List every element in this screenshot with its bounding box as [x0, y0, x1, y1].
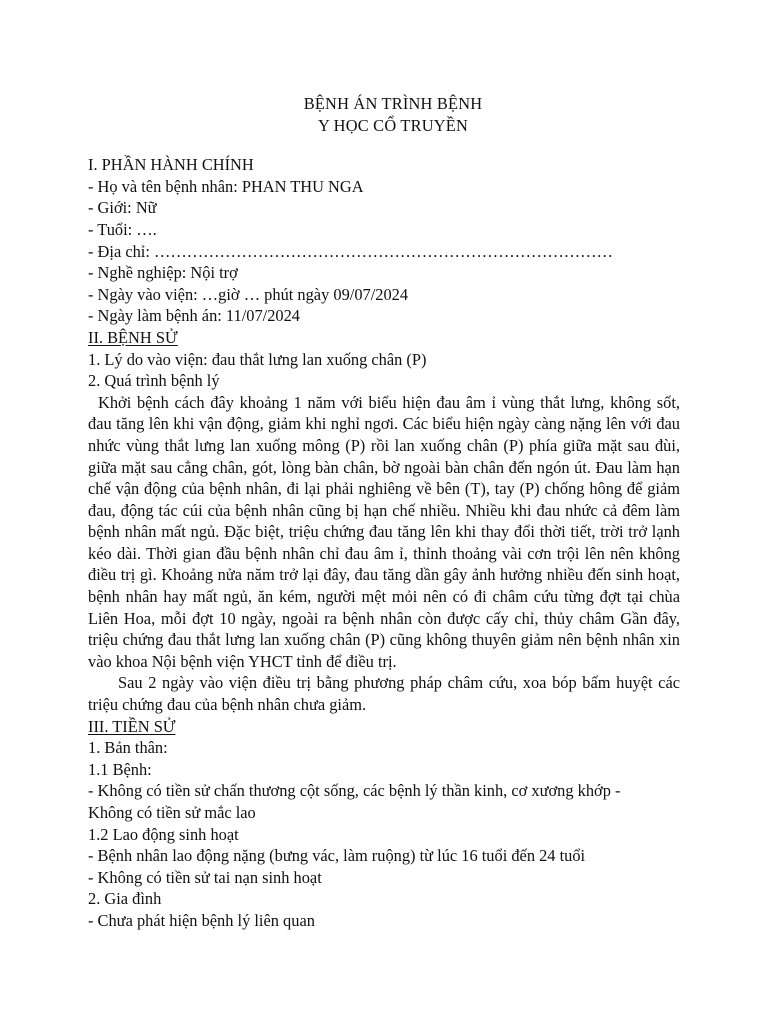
- family-history-line-1: - Chưa phát hiện bệnh lý liên quan: [88, 910, 315, 930]
- record-date: - Ngày làm bệnh án: 11/07/2024: [88, 306, 300, 326]
- patient-age: - Tuổi: ….: [88, 219, 157, 239]
- disease-history-line-1: - Không có tiền sử chấn thương cột sống, các bệnh lý thần kinh, cơ xương khớp -: [88, 781, 621, 801]
- patient-gender: - Giới: Nữ: [88, 198, 157, 218]
- disease-history-line-2: Không có tiền sử mắc lao: [88, 803, 256, 822]
- section-heading-medical-history: II. BỆNH SỬ: [88, 327, 178, 347]
- family-history-heading: 2. Gia đình: [88, 889, 162, 909]
- document-subtitle: Y HỌC CỔ TRUYỀN: [317, 115, 469, 135]
- personal-history-heading: 1. Bản thân:: [88, 738, 168, 758]
- section-heading-past-history: III. TIỀN SỬ: [88, 716, 176, 736]
- admission-reason: 1. Lý do vào viện: đau thắt lưng lan xuống chân (P): [88, 349, 427, 369]
- labor-history-heading: 1.2 Lao động sinh hoạt: [88, 824, 239, 844]
- patient-address: - Địa chỉ: …………………………………………………………………………: [88, 241, 613, 261]
- disease-process-heading: 2. Quá trình bệnh lý: [88, 371, 220, 391]
- labor-history-line-1: - Bệnh nhân lao động nặng (bưng vác, làm ruộng) từ lúc 16 tuổi đến 24 tuổi: [88, 846, 586, 866]
- document-title: BỆNH ÁN TRÌNH BỆNH: [303, 94, 483, 113]
- admission-date: - Ngày vào viện: …giờ … phút ngày 09/07/2024: [88, 284, 409, 304]
- treatment-paragraph: Sau 2 ngày vào viện điều trị bằng phương pháp châm cứu, xoa bóp bấm huyệt các triệu chứng đau của bệnh nhân chưa giảm.: [88, 673, 680, 715]
- disease-history-heading: 1.1 Bệnh:: [88, 759, 152, 779]
- document-page: [88, 93, 680, 932]
- section-heading-administrative: I. PHẦN HÀNH CHÍNH: [88, 155, 254, 175]
- disease-process-paragraph: Khởi bệnh cách đây khoảng 1 năm với biểu hiện đau âm ỉ vùng thắt lưng, không sốt, đau tăng lên khi vận động, giảm khi nghỉ ngơi. Các biểu hiện ngày càng nặng lên với đau nhức vùng thắt lưng lan xuống mông (P) rồi lan xuống chân (P) phía giữa mặt sau đùi, giữa mặt sau cẳng chân, gót, lòng bàn chân, bờ ngoài bàn chân đến ngón út. Đau làm hạn chế vận động của bệnh nhân, đi lại phải nghiêng về bên (T), tay (P) chống hông để giảm đau, động tác cúi của bệnh nhân cũng bị hạn chế nhiều. Nhiều khi đau nhức cả đêm làm bệnh nhân mất ngủ. Đặc biệt, triệu chứng đau tăng lên khi thay đổi thời tiết, trời trở lạnh kéo dài. Thời gian đầu bệnh nhân chỉ đau âm ỉ, thỉnh thoảng vài cơn trội lên nên không điều trị gì. Khoảng nửa năm trở lại đây, đau tăng dần gây ảnh hưởng nhiều đến sinh hoạt, bệnh nhân hay mất ngủ, ăn kém, người mệt mỏi nên có đi châm cứu từng đợt tại chùa Liên Hoa, mỗi đợt 10 ngày, ngoài ra bệnh nhân còn được cấy chỉ, thủy châm Gần đây, triệu chứng đau thắt lưng lan xuống chân (P) cũng không thuyên giảm nên bệnh nhân xin vào khoa Nội bệnh viện YHCT tỉnh để điều trị.: [88, 392, 680, 671]
- patient-name: - Họ và tên bệnh nhân: PHAN THU NGA: [88, 176, 364, 196]
- labor-history-line-2: - Không có tiền sử tai nạn sinh hoạt: [88, 867, 322, 887]
- patient-occupation: - Nghề nghiệp: Nội trợ: [88, 263, 238, 283]
